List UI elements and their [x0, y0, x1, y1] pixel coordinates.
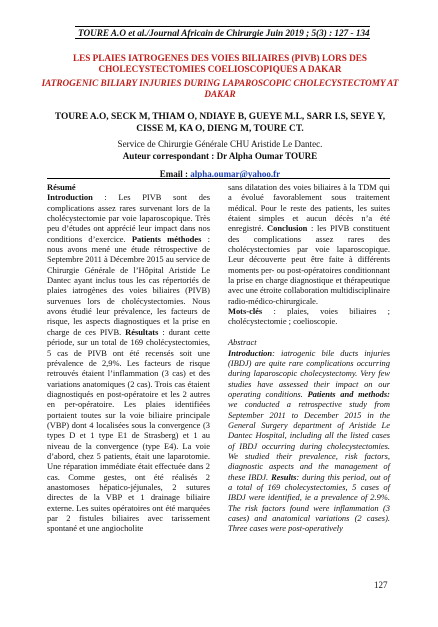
resume-conclusion-label: Conclusion — [267, 223, 308, 234]
abstract-patients-text: we conducted a retrospective study from September 2011 to December 2015 in the General Surgery department of Aristide Le Dantec Hospital, including all the listed cases of IBDJ occurring during cholecystectomies. We studied their prevalence, risk factors, diagnostic aspects and the management of these IBDJ. — [228, 399, 390, 482]
article-title-fr: LES PLAIES IATROGENES DES VOIES BILIAIRES (PIVB) LORS DES CHOLECYSTECTOMIES COELIOSCOPIQUES A DAKAR — [72, 53, 368, 74]
resume-body-continued — [228, 182, 390, 306]
resume-keywords-text: : plaies, voies biliaires ; cholécystectomie ; coelioscopie. — [228, 306, 390, 327]
resume-heading: Résumé — [47, 182, 76, 192]
abstract-results-text: : during this period, out of a total of 169 cholecystectomies, 5 cases of IBDJ were identified, ie a prevalence of 2.9%. The risk factors found were inflammation (3 cases) and anatomical variations (2 cases). Three cases were post-operatively — [228, 471, 390, 534]
resume-results-label: Résultats — [125, 326, 159, 337]
resume-patients-label: Patients méthodes — [131, 233, 202, 244]
resume-keywords — [228, 306, 390, 327]
resume-cont-text: sans dilatation des voies biliaires à la TDM qui a évolué favorablement sous traitement médical. Pour le reste des patients, les suites étaient simples et aucun décès n’a été enregistré. — [228, 182, 390, 234]
resume-intro-text: : Les PIVB sont des complications assez rares survenant lors de la cholécystectomie par voie laparoscopique. Très peu d’études ont apprécié leur impact dans nos conditions d’exercice. — [47, 192, 210, 244]
resume-patients-text: : nous avons mené une étude rétrospective de Septembre 2011 à Décembre 2015 au service de Chirurgie Générale de l’Hôpital Aristide Le Dantec ayant inclus tous les cas répertoriés de plaies iatrogènes des voies biliaires (PIVB) survenues lors de cholécystectomies. Nous avons étudié leur prévalence, les facteurs de risque, les aspects diagnostiques et la prise en charge de ces PIVB. — [47, 233, 210, 337]
right-column — [228, 182, 390, 534]
abstract-body — [228, 348, 390, 534]
paragraph-gap — [228, 327, 390, 337]
email-label: Email : — [159, 169, 189, 179]
resume-results-text: : durant cette période, sur un total de 169 cholécystectomies, 5 cas de PIVB ont été recensés soit une prévalence de 2,9%. Les facteurs de risque retrouvés étaient l’inflammation (3 cas) et des variations anatomiques (2 cas). Trois cas étaient diagnostiqués en post-opératoire et les 2 autres en per-opératoire. Les plaies identifiées portaient toutes sur la voie biliaire principale (VBP) dont 4 localisées sous la convergence (3 types D et 1 type E1 de Strasberg) et 1 au niveau de la convergence (type E4). La voie d’abord, chez 5 patients, était une laparotomie. Une réparation immédiate était effectuée dans 2 cas. Comme gestes, ont été réalisés 2 anastomoses hépatico-jéjunales, 2 sutures directes de la VBP et 1 drainage biliaire externe. Les suites opératoires ont été marquées par 2 fistules biliaires avec tarissement spontané et une angiocholite — [47, 326, 210, 534]
abstract-heading: Abstract — [228, 337, 257, 348]
page-number: 127 — [374, 580, 388, 590]
abstract-patients-label: Patients and methods: — [307, 388, 390, 399]
journal-header-text: TOURE A.O et al./Journal Africain de Chirurgie Juin 2019 ; 5(3) : 127 - 134 — [78, 28, 370, 38]
left-column — [47, 182, 210, 534]
abstract-intro-label: Introduction — [228, 347, 273, 358]
abstract-results-label: Results — [271, 471, 297, 482]
section-divider — [47, 178, 390, 179]
email-link[interactable]: alpha.oumar@yahoo.fr — [190, 169, 281, 179]
corresponding-author: Auteur correspondant : Dr Alpha Oumar TOURE — [122, 151, 318, 161]
resume-body — [47, 192, 210, 533]
resume-intro-label: Introduction — [47, 192, 93, 203]
article-title-en: IATROGENIC BILIARY INJURIES DURING LAPAROSCOPIC CHOLECYSTECTOMY AT DAKAR — [41, 78, 399, 99]
resume-conclusion-text: : les PIVB constituent des complications assez rares des cholécystectomies par voie laparoscopique. Leur découverte peut être faite à différents moments per- ou post-opératoires conditionnant la prise en charge diagnostique et thérapeutique avec une étroite collaboration multidisciplinaire radio-médico-chirurgicale. — [228, 223, 391, 306]
journal-header — [75, 26, 370, 39]
resume-keywords-label: Mots-clés — [228, 306, 263, 317]
affiliation: Service de Chirurgie Générale CHU Aristide Le Dantec. — [117, 139, 323, 149]
abstract-intro-text: : iatrogenic bile ducts injuries (IBDJ) are quite rare complications occurring during laparoscopic cholecystectomy. Very few studies have assessed their impact on our operating conditions. — [228, 347, 390, 399]
author-list: TOURE A.O, SECK M, THIAM O, NDIAYE B, GUEYE M.L, SARR I.S, SEYE Y, CISSE M, KA O, DIENG M, TOURE CT. — [54, 112, 386, 134]
